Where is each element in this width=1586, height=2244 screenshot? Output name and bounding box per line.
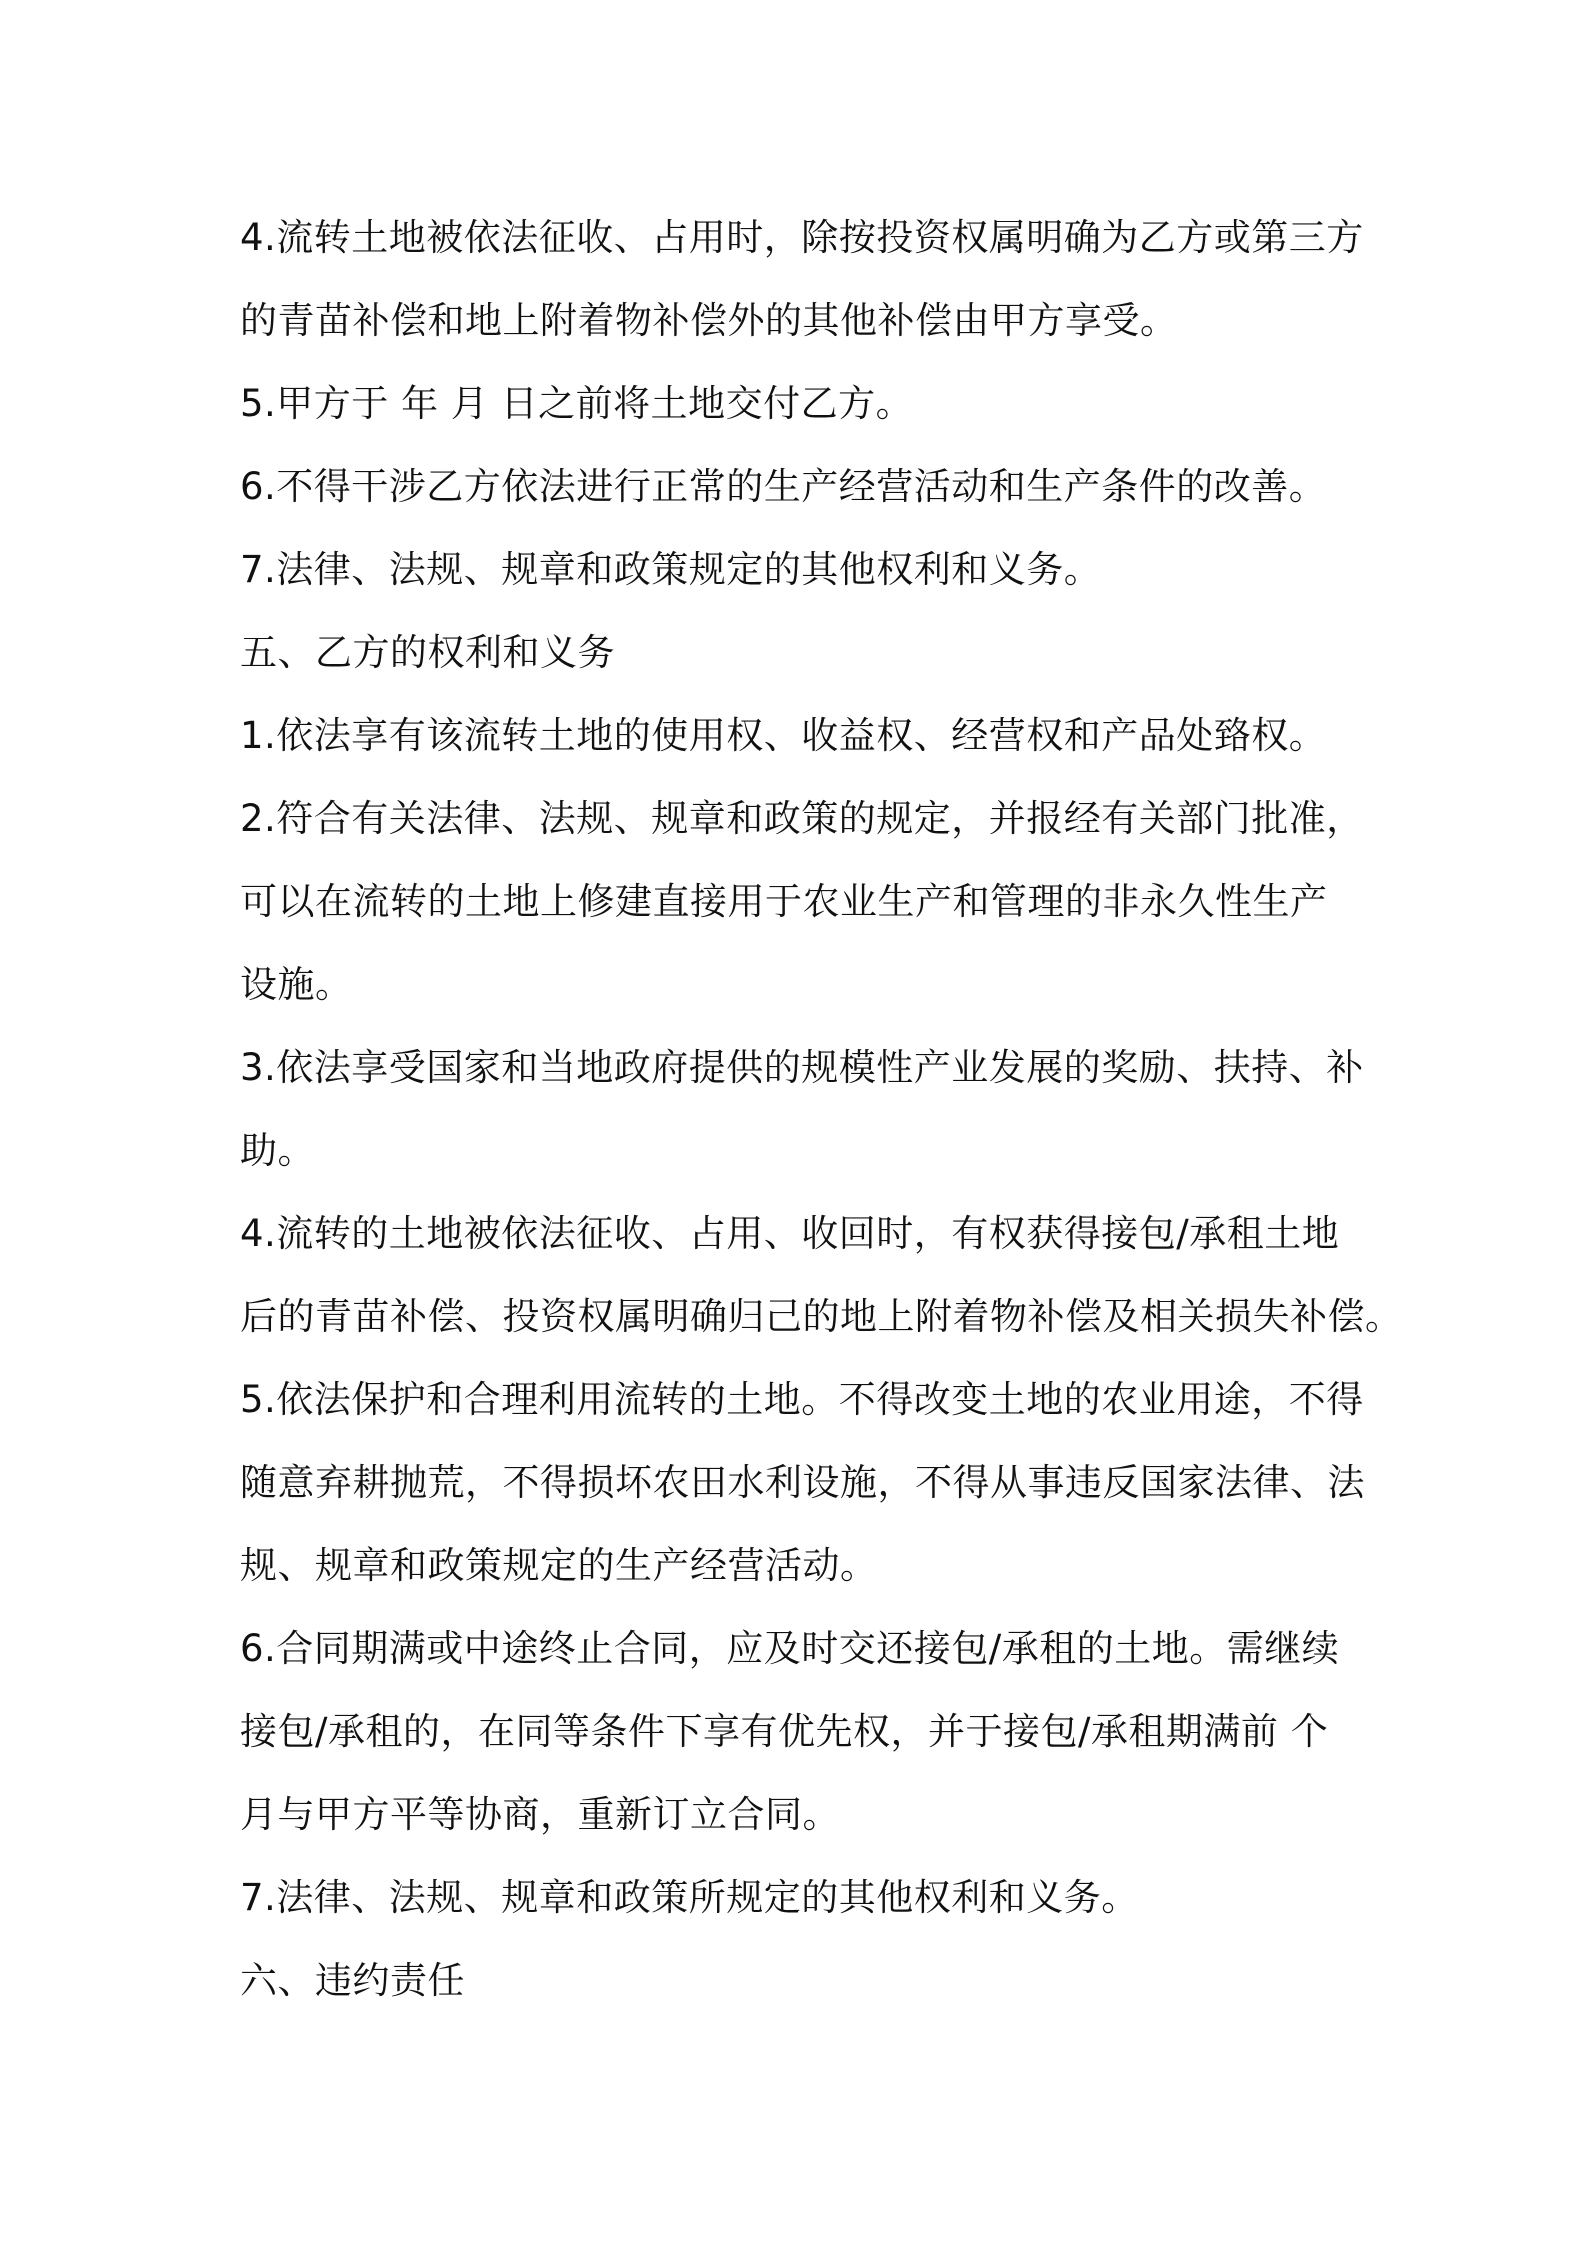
text-line: 7.法律、法规、规章和政策规定的其他权利和义务。 bbox=[240, 548, 1102, 591]
text-line: 2.符合有关法律、法规、规章和政策的规定，并报经有关部门批准， bbox=[240, 797, 1364, 840]
text-line: 后的青苗补偿、投资权属明确归己的地上附着物补偿及相关损失补偿。 bbox=[240, 1295, 1403, 1338]
text-line: 5.依法保护和合理利用流转的土地。不得改变土地的农业用途，不得 bbox=[240, 1378, 1364, 1421]
section-heading: 六、违约责任 bbox=[240, 1959, 465, 2002]
text-line: 接包/承租的，在同等条件下享有优先权，并于接包/承租期满前 个 bbox=[240, 1710, 1329, 1753]
text-line: 随意弃耕抛荒，不得损坏农田水利设施，不得从事违反国家法律、法 bbox=[240, 1461, 1365, 1504]
text-line: 7.法律、法规、规章和政策所规定的其他权利和义务。 bbox=[240, 1876, 1139, 1919]
text-line: 5.甲方于 年 月 日之前将土地交付乙方。 bbox=[240, 382, 914, 425]
text-line: 设施。 bbox=[240, 963, 353, 1006]
text-line: 助。 bbox=[240, 1129, 315, 1172]
text-line: 3.依法享受国家和当地政府提供的规模性产业发展的奖励、扶持、补 bbox=[240, 1046, 1364, 1089]
text-line: 月与甲方平等协商，重新订立合同。 bbox=[240, 1793, 840, 1836]
text-line: 的青苗补偿和地上附着物补偿外的其他补偿由甲方享受。 bbox=[240, 299, 1178, 342]
text-line: 1.依法享有该流转土地的使用权、收益权、经营权和产品处臵权。 bbox=[240, 714, 1327, 757]
text-line: 4.流转的土地被依法征收、占用、收回时，有权获得接包/承租土地 bbox=[240, 1212, 1340, 1255]
text-line: 6.不得干涉乙方依法进行正常的生产经营活动和生产条件的改善。 bbox=[240, 465, 1327, 508]
text-line: 6.合同期满或中途终止合同，应及时交还接包/承租的土地。需继续 bbox=[240, 1627, 1340, 1670]
text-line: 可以在流转的土地上修建直接用于农业生产和管理的非永久性生产 bbox=[240, 880, 1328, 923]
document-body bbox=[240, 196, 1403, 2022]
section-heading: 五、乙方的权利和义务 bbox=[240, 631, 615, 674]
text-line: 规、规章和政策规定的生产经营活动。 bbox=[240, 1544, 878, 1587]
text-line: 4.流转土地被依法征收、占用时，除按投资权属明确为乙方或第三方 bbox=[240, 216, 1364, 259]
